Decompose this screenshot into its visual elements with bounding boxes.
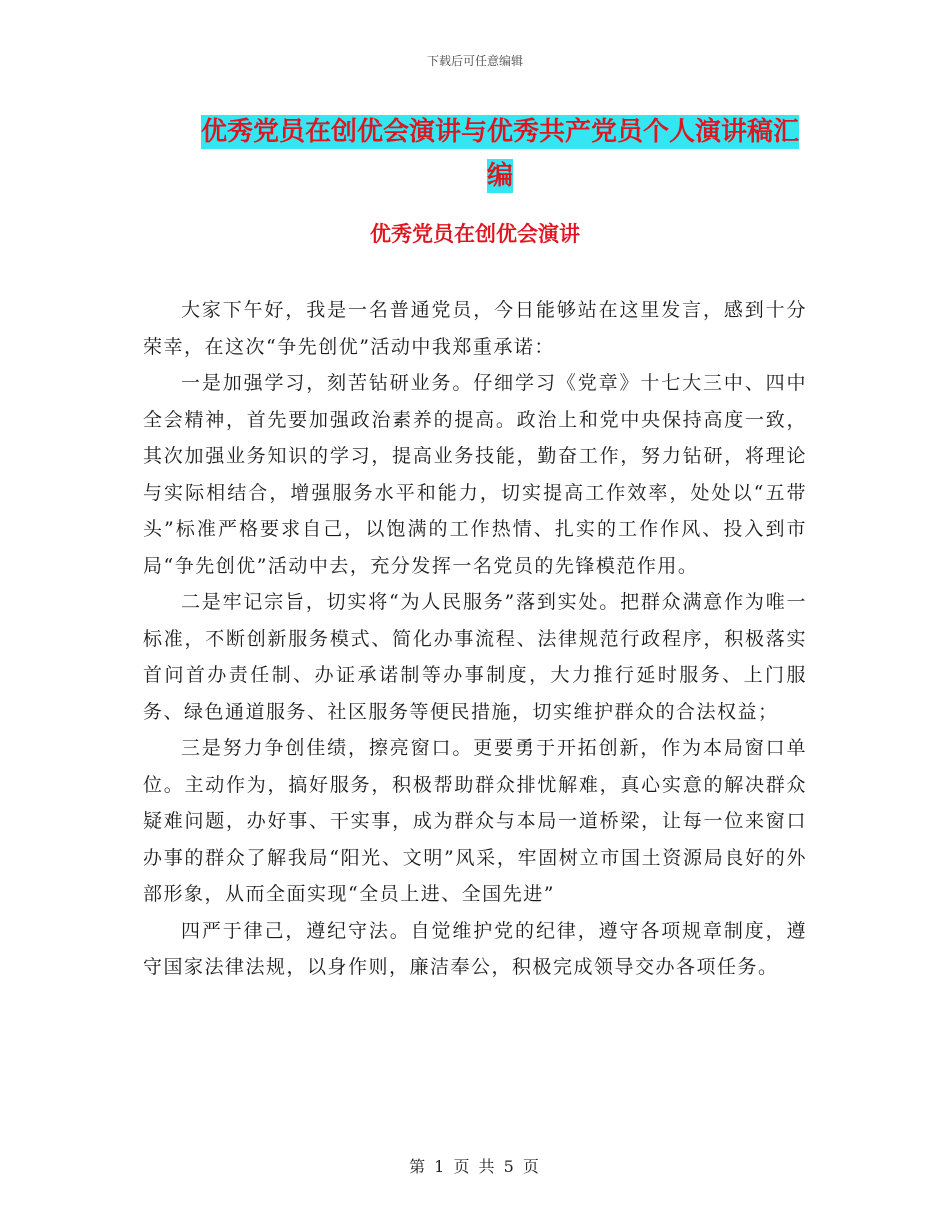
paragraph: 一是加强学习，刻苦钻研业务。仔细学习《党章》十七大三中、四中全会精神，首先要加强政治素养的提高。政治上和党中央保持高度一致，其次加强业务知识的学习，提高业务技能，勤奋工作，努力钻研，将理论与实际相结合，增强服务水平和能力，切实提高工作效率，处处以“五带头”标准严格要求自己，以饱满的工作热情、扎实的工作作风、投入到市局“争先创优”活动中去，充分发挥一名党员的先锋模范作用。 — [143, 372, 807, 577]
section-title: 优秀党员在创优会演讲 — [370, 222, 580, 246]
paragraph: 三是努力争创佳绩，擦亮窗口。更要勇于开拓创新，作为本局窗口单位。主动作为，搞好服务，积极帮助群众排忧解难，真心实意的解决群众疑难问题，办好事、干实事，成为群众与本局一道桥梁，让每一位来窗口办事的群众了解我局“阳光、文明”风采，牢固树立市国土资源局良好的外部形象，从而全面实现“全员上进、全国先进” — [143, 737, 807, 905]
paragraph: 四严于律己，遵纪守法。自觉维护党的纪律，遵守各项规章制度，遵守国家法律法规，以身作则，廉洁奉公，积极完成领导交办各项任务。 — [143, 919, 807, 978]
document-body — [143, 292, 807, 986]
document-title-text: 优秀党员在创优会演讲与优秀共产党员个人演讲稿汇编 — [200, 117, 799, 191]
document-title — [190, 110, 810, 198]
paragraph: 大家下午好，我是一名普通党员，今日能够站在这里发言，感到十分荣幸，在这次“争先创优”活动中我郑重承诺： — [143, 299, 807, 358]
page-footer: 第 1 页 共 5 页 — [409, 1157, 541, 1176]
paragraph: 二是牢记宗旨，切实将“为人民服务”落到实处。把群众满意作为唯一标准，不断创新服务模式、简化办事流程、法律规范行政程序，积极落实首问首办责任制、办证承诺制等办事制度，大力推行延时服务、上门服务、绿色通道服务、社区服务等便民措施，切实维护群众的合法权益； — [143, 591, 807, 723]
header-note: 下载后可任意编辑 — [426, 54, 523, 68]
